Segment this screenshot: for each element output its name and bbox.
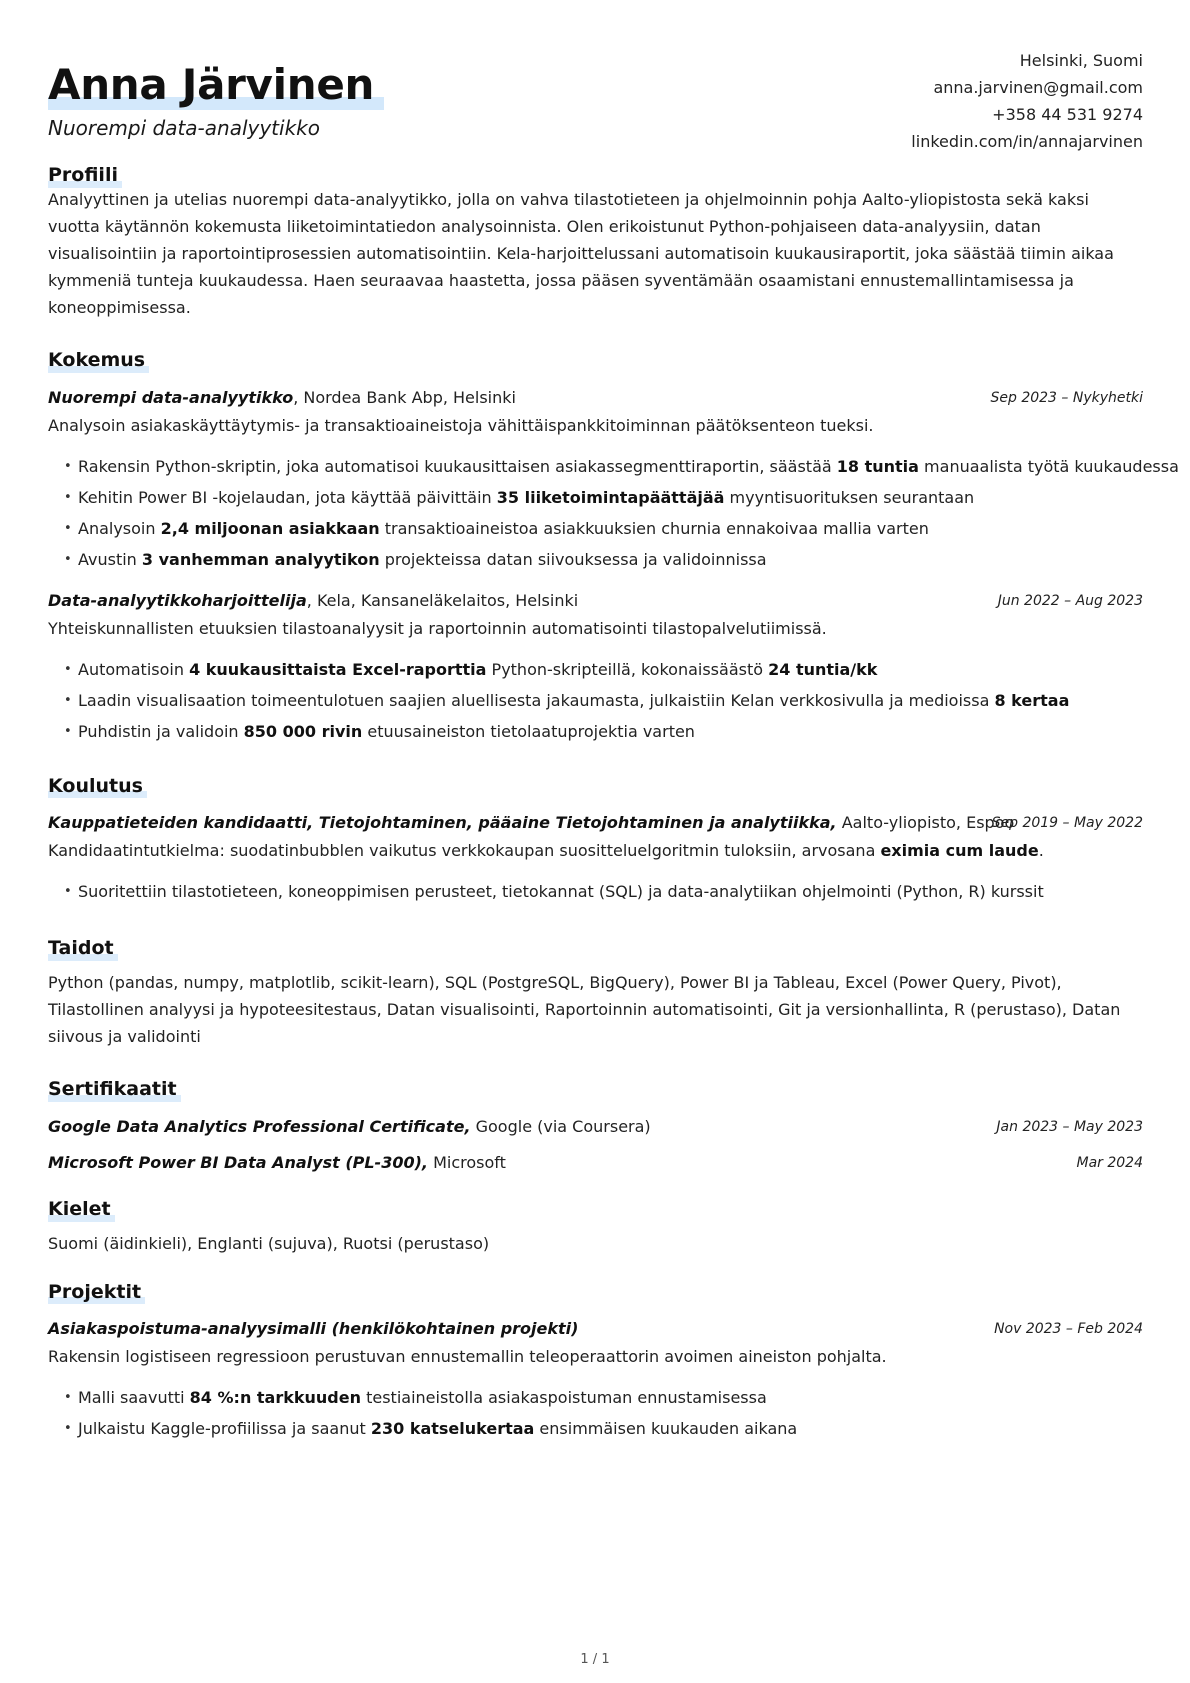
- section-title-education: Koulutus: [48, 775, 147, 799]
- job-description: Analysoin asiakaskäyttäytymis- ja transaktioaineistoja vähittäispankkitoiminnan päätöksenteon tueksi.: [48, 415, 874, 435]
- certificate-item: [48, 1152, 1143, 1174]
- resume-header: [48, 0, 1143, 170]
- education-entry: [48, 812, 1143, 907]
- certificate-date: Mar 2024: [1076, 1154, 1143, 1171]
- job-bullets: [48, 654, 1143, 747]
- candidate-role: Nuorempi data-analyytikko: [48, 116, 320, 140]
- job-title: Data-analyytikkoharjoittelija: [48, 590, 307, 610]
- school-name: Aalto-yliopisto, Espoo: [836, 813, 1015, 833]
- bullet-item: • Avustin 3 vanhemman analyytikon projekteissa datan siivouksessa ja validoinnissa: [78, 544, 1143, 575]
- section-title-certificates: Sertifikaatit: [48, 1078, 181, 1102]
- degree-title: Kauppatieteiden kandidaatti, Tietojohtaminen, pääaine Tietojohtaminen ja analytiikka,: [48, 813, 837, 833]
- entry-header: [48, 812, 1143, 834]
- job-org: , Nordea Bank Abp, Helsinki: [293, 387, 516, 407]
- bullet-item: • Malli saavutti 84 %:n tarkkuuden testiaineistolla asiakaspoistuman ennustamisessa: [78, 1382, 1143, 1413]
- contact-linkedin[interactable]: linkedin.com/in/annajarvinen: [911, 132, 1143, 151]
- section-title-experience: Kokemus: [48, 349, 149, 373]
- bullet-item: • Suoritettiin tilastotieteen, koneoppimisen perusteet, tietokannat (SQL) ja data-analytiikan ohjelmointi (Python, R) kurssit: [78, 876, 1143, 907]
- section-title-skills: Taidot: [48, 937, 118, 961]
- project-description: Rakensin logistiseen regressioon perustuvan ennustemallin teleoperaattorin avoimen aineiston pohjalta.: [48, 1347, 887, 1367]
- skills-text: Python (pandas, numpy, matplotlib, scikit-learn), SQL (PostgreSQL, BigQuery), Power BI ja Tableau, Excel (Power Query, Pivot), Tilastollinen analyysi ja hypoteesitestaus, Datan visualisointi, Raportoinnin automatisointi, Git ja versionhallinta, R (perustaso), Datan siivous ja validointi: [48, 973, 1121, 1046]
- certificate-issuer: Google (via Coursera): [470, 1116, 651, 1136]
- bullet-item: • Rakensin Python-skriptin, joka automatisoi kuukausittaisen asiakassegmenttiraportin, säästää 18 tuntia manuaalista työtä kuukaudessa: [78, 451, 1143, 482]
- experience-entry: [48, 387, 1179, 575]
- bullet-item: • Laadin visualisaation toimeentulotuen saajien aluellisesta jakaumasta, julkaistiin Kelan verkkosivulla ja medioissa 8 kertaa: [78, 685, 1143, 716]
- certificate-date: Jan 2023 – May 2023: [996, 1118, 1143, 1135]
- contact-email[interactable]: anna.jarvinen@gmail.com: [933, 78, 1143, 97]
- contact-location: Helsinki, Suomi: [1019, 51, 1143, 70]
- bullet-item: • Analysoin 2,4 miljoonan asiakkaan transaktioaineistoa asiakkuuksien churnia ennakoivaa mallia varten: [78, 513, 1143, 544]
- project-entry: [48, 1318, 1143, 1444]
- section-title-languages: Kielet: [48, 1198, 115, 1222]
- section-experience: [48, 348, 1179, 747]
- job-title: Nuorempi data-analyytikko: [48, 387, 294, 407]
- education-date: Sep 2019 – May 2022: [991, 815, 1143, 832]
- section-languages: [48, 1198, 1143, 1257]
- entry-header: [48, 1318, 1143, 1340]
- bullet-item: • Kehitin Power BI -kojelaudan, jota käyttää päivittäin 35 liiketoimintapäättäjää myyntisuorituksen seurantaan: [78, 482, 1143, 513]
- entry-header: [48, 590, 1143, 612]
- section-projects: [48, 1281, 1143, 1445]
- certificate-item: [48, 1116, 1143, 1138]
- job-date: Jun 2022 – Aug 2023: [997, 592, 1143, 609]
- contact-block: [911, 47, 1143, 155]
- certificate-title: Microsoft Power BI Data Analyst (PL-300),: [48, 1152, 428, 1172]
- thesis-description: Kandidaatintutkielma: suodatinbubblen vaikutus verkkokaupan suositteluelgoritmin tuloksiin, arvosana eximia cum laude.: [48, 841, 1044, 861]
- candidate-name: Anna Järvinen: [48, 60, 384, 110]
- bullet-item: • Puhdistin ja validoin 850 000 rivin etuusaineiston tietolaatuprojektia varten: [78, 716, 1143, 747]
- project-date: Nov 2023 – Feb 2024: [994, 1321, 1143, 1338]
- section-title-profile: Profiili: [48, 164, 122, 188]
- job-date: Sep 2023 – Nykyhetki: [990, 389, 1143, 406]
- bullet-item: • Julkaistu Kaggle-profiilissa ja saanut 230 katselukertaa ensimmäisen kuukauden aikana: [78, 1413, 1143, 1444]
- project-bullets: [48, 1382, 1143, 1444]
- section-title-projects: Projektit: [48, 1281, 145, 1305]
- section-skills: [48, 937, 1143, 1050]
- certificate-title: Google Data Analytics Professional Certificate,: [48, 1116, 471, 1136]
- entry-header: [48, 387, 1143, 409]
- job-description: Yhteiskunnallisten etuuksien tilastoanalyysit ja raportoinnin automatisointi tilastopalvelutiimissä.: [48, 618, 827, 638]
- section-profile: [48, 164, 1143, 321]
- profile-text: Analyyttinen ja utelias nuorempi data-analyytikko, jolla on vahva tilastotieteen ja ohjelmoinnin pohja Aalto-yliopistosta sekä kaksi vuotta käytännön kokemusta liiketoimintatiedon analysoinnista. Olen erikoistunut Python-pohjaiseen data-analyysiin, datan visualisointiin ja raportointiprosessien automatisointiin. Kela-harjoittelussani automatisoin kuukausiraportit, joka säästää tiimin aikaa kymmeniä tunteja kuukaudessa. Haen seuraavaa haastetta, jossa pääsen syventämään osaamistani ennustemallintamisessa ja koneoppimisessa.: [48, 189, 1114, 317]
- education-bullets: [48, 876, 1143, 907]
- project-title: Asiakaspoistuma-analyysimalli (henkilökohtainen projekti): [48, 1319, 579, 1339]
- languages-text: Suomi (äidinkieli), Englanti (sujuva), Ruotsi (perustaso): [48, 1233, 490, 1253]
- bullet-item: • Automatisoin 4 kuukausittaista Excel-raporttia Python-skripteillä, kokonaissäästö 24 tuntia/kk: [78, 654, 1143, 685]
- certificate-issuer: Microsoft: [427, 1152, 506, 1172]
- page-number: 1 / 1: [580, 1652, 610, 1667]
- experience-entry: [48, 590, 1143, 747]
- section-education: [48, 775, 1143, 908]
- section-certificates: [48, 1078, 1143, 1174]
- contact-phone[interactable]: +358 44 531 9274: [992, 105, 1143, 124]
- job-org: , Kela, Kansaneläkelaitos, Helsinki: [306, 590, 579, 610]
- job-bullets: [48, 451, 1179, 575]
